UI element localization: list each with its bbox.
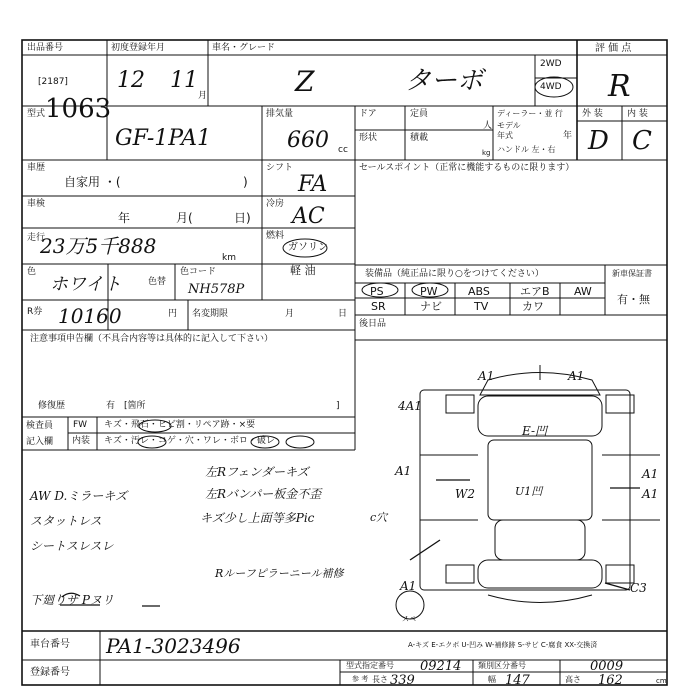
lot-code: [2187] <box>38 77 68 87</box>
damage-mark-4: E-凹 <box>522 424 548 438</box>
equip-pw: PW <box>420 285 438 298</box>
shift-value: FA <box>298 172 328 197</box>
car-label: 車名・グレード <box>212 43 276 53</box>
fuel-light-oil: 軽 油 <box>290 264 316 277</box>
inspection-day: 日) <box>234 211 251 225</box>
damage-legend: A-キズ E-エクボ U-凹み W-補修跡 S-サビ C-腐食 XX-交換済 <box>408 641 598 649</box>
inspection-label: 車検 <box>27 199 46 209</box>
lot-number: 1063 <box>45 94 112 124</box>
inspection-year: 年 <box>118 211 131 225</box>
load-label: 積載 <box>410 133 429 143</box>
hand-right-2: 左Rバンパー板金不歪 <box>205 487 322 501</box>
people-unit: 人 <box>483 121 493 131</box>
damage-mark-10: c穴 <box>370 511 388 524</box>
shift-label: シフト <box>266 163 294 173</box>
door-label: ドア <box>359 109 377 119</box>
equip-aw: AW <box>574 285 592 298</box>
damage-mark-1: A1 <box>478 369 495 383</box>
width-label: 幅 <box>488 675 496 684</box>
hand-note-2: スタットレス <box>30 514 102 528</box>
damage-mark-2: A1 <box>568 369 585 383</box>
warranty-label: 新車保証書 <box>612 269 652 278</box>
month-unit: 月 <box>198 91 208 101</box>
exterior-label: 外 装 <box>582 109 603 119</box>
mileage-label: 走行 <box>27 233 46 243</box>
damage-mark-7: U1凹 <box>515 485 543 498</box>
equip-ps: PS <box>370 285 384 298</box>
equip-abs: ABS <box>468 285 490 298</box>
kg-unit: kg <box>482 149 491 157</box>
class-label: 類別区分番号 <box>478 661 526 670</box>
first-reg-label: 初度登録年月 <box>111 43 166 53</box>
repair-place: [箇所 <box>124 401 146 411</box>
equip-tv: TV <box>474 300 489 313</box>
model-label: 型式 <box>27 109 46 119</box>
color-code-label: 色コード <box>180 267 217 277</box>
width-value: 147 <box>505 673 530 688</box>
dealer-label: ディーラー・並 行 <box>497 109 563 118</box>
year-label: 年式 <box>497 131 513 140</box>
year-unit: 年 <box>563 131 573 141</box>
type-cert-label: 型式指定番号 <box>346 661 394 670</box>
inspector-label-2: 記入欄 <box>26 437 54 447</box>
first-reg-year: 12 <box>117 68 145 93</box>
seats-label: 定員 <box>410 109 429 119</box>
hand-right-1: 左Rフェンダーキズ <box>205 465 309 479</box>
car-grade: ターボ <box>405 66 484 96</box>
ac-value: AC <box>292 204 325 229</box>
fw-items: キズ・飛石・ヒビ割・リペア跡・×要 <box>104 420 256 430</box>
color-swap-label: 色替 <box>148 277 167 287</box>
hand-right-4: Rルーフピラーニール補修 <box>215 567 344 580</box>
damage-mark-9: A1 <box>642 487 659 501</box>
interior-insp-items: キズ・汚レ・コゲ・穴・ワレ・ボロ・破レ <box>104 436 275 446</box>
interior-insp-label: 内装 <box>72 436 91 446</box>
notes-title: 注意事項申告欄（不具合内容等は具体的に記入して下さい） <box>30 334 274 344</box>
damage-mark-5: A1 <box>395 464 412 478</box>
first-reg-month: 11 <box>170 68 198 93</box>
drive-4wd: 4WD <box>540 82 562 92</box>
disp-unit: cc <box>338 145 348 155</box>
damage-mark-3: 4A1 <box>398 399 422 413</box>
spare-label: スペ <box>402 615 416 623</box>
cm-unit: cm <box>656 677 667 685</box>
type-cert-value: 09214 <box>420 659 462 674</box>
handle-label: ハンドル 左・右 <box>497 145 556 154</box>
lot-label: 出品番号 <box>27 43 64 53</box>
equipment-label: 装備品（純正品に限り○をつけてください） <box>365 269 544 279</box>
equip-navi: ナビ <box>420 300 442 313</box>
interior-label: 内 装 <box>627 109 648 119</box>
recycle-value: 10160 <box>58 304 122 328</box>
damage-mark-6: W2 <box>455 487 475 501</box>
grade-value: R <box>608 69 631 104</box>
disp-value: 660 <box>287 128 329 153</box>
exterior-value: D <box>588 126 609 156</box>
name-change-month: 月 <box>285 309 295 319</box>
mileage-unit: km <box>222 253 236 263</box>
fuel-gas: ガソリン <box>288 242 328 253</box>
inspection-month: 月( <box>176 211 193 225</box>
repair-close: ] <box>336 401 340 411</box>
warranty-value: 有・無 <box>617 293 650 306</box>
name-change-day: 日 <box>338 309 348 319</box>
class-value: 0009 <box>590 659 624 674</box>
height-label: 高さ <box>565 675 581 684</box>
drive-2wd: 2WD <box>540 59 562 69</box>
damage-mark-8: A1 <box>642 467 659 481</box>
history-value: 自家用 ・( <box>64 175 121 189</box>
name-change-label: 名変期限 <box>192 309 229 319</box>
equip-airbag: エアB <box>520 285 550 298</box>
damage-mark-11: A1 <box>400 579 417 593</box>
color-label: 色 <box>27 267 37 277</box>
hand-note-4: 下廻りサ Pヌリ <box>30 593 114 607</box>
fw-label: FW <box>73 420 88 430</box>
grade-label: 評 価 点 <box>595 43 632 54</box>
repair-yes: 有 <box>106 401 116 411</box>
mileage-value: 23万5千888 <box>40 234 157 258</box>
equip-leather: カワ <box>522 300 544 313</box>
color-value: ホワイト <box>50 274 122 295</box>
damage-mark-12: C3 <box>630 581 647 595</box>
chassis-value: PA1-3023496 <box>106 634 241 658</box>
shape-label: 形状 <box>359 133 378 143</box>
fuel-label: 燃料 <box>266 231 285 241</box>
ac-label: 冷房 <box>266 199 285 209</box>
recycle-label: R券 <box>27 307 43 317</box>
aftermarket-label: 後日品 <box>359 319 387 329</box>
interior-value: C <box>632 126 652 156</box>
disp-label: 排気量 <box>266 109 294 119</box>
inspector-label-1: 検査員 <box>26 421 54 431</box>
hand-note-1: AW D.ミラーキズ <box>30 489 128 503</box>
car-name: Z <box>295 65 315 98</box>
color-code-value: NH578P <box>188 282 245 297</box>
model-code-label: モデル <box>497 121 521 130</box>
height-value: 162 <box>598 673 623 688</box>
history-label: 車歴 <box>27 163 46 173</box>
hand-right-3: キズ少し上面等多Pic <box>200 511 315 525</box>
hand-note-3: シートスレスレ <box>30 539 114 553</box>
repair-label: 修復歴 <box>38 401 66 411</box>
model-value: GF-1PA1 <box>115 126 211 151</box>
chassis-label: 車台番号 <box>30 639 70 650</box>
ref-label: 参 考 <box>352 675 369 683</box>
recycle-yen: 円 <box>168 309 178 319</box>
length-label: 長さ <box>372 675 388 684</box>
length-value: 339 <box>390 673 415 688</box>
history-close: ) <box>243 175 248 189</box>
sales-label: セールスポイント（正常に機能するものに限ります） <box>359 163 575 173</box>
registration-label: 登録番号 <box>30 667 70 678</box>
equip-sr: SR <box>371 300 386 313</box>
